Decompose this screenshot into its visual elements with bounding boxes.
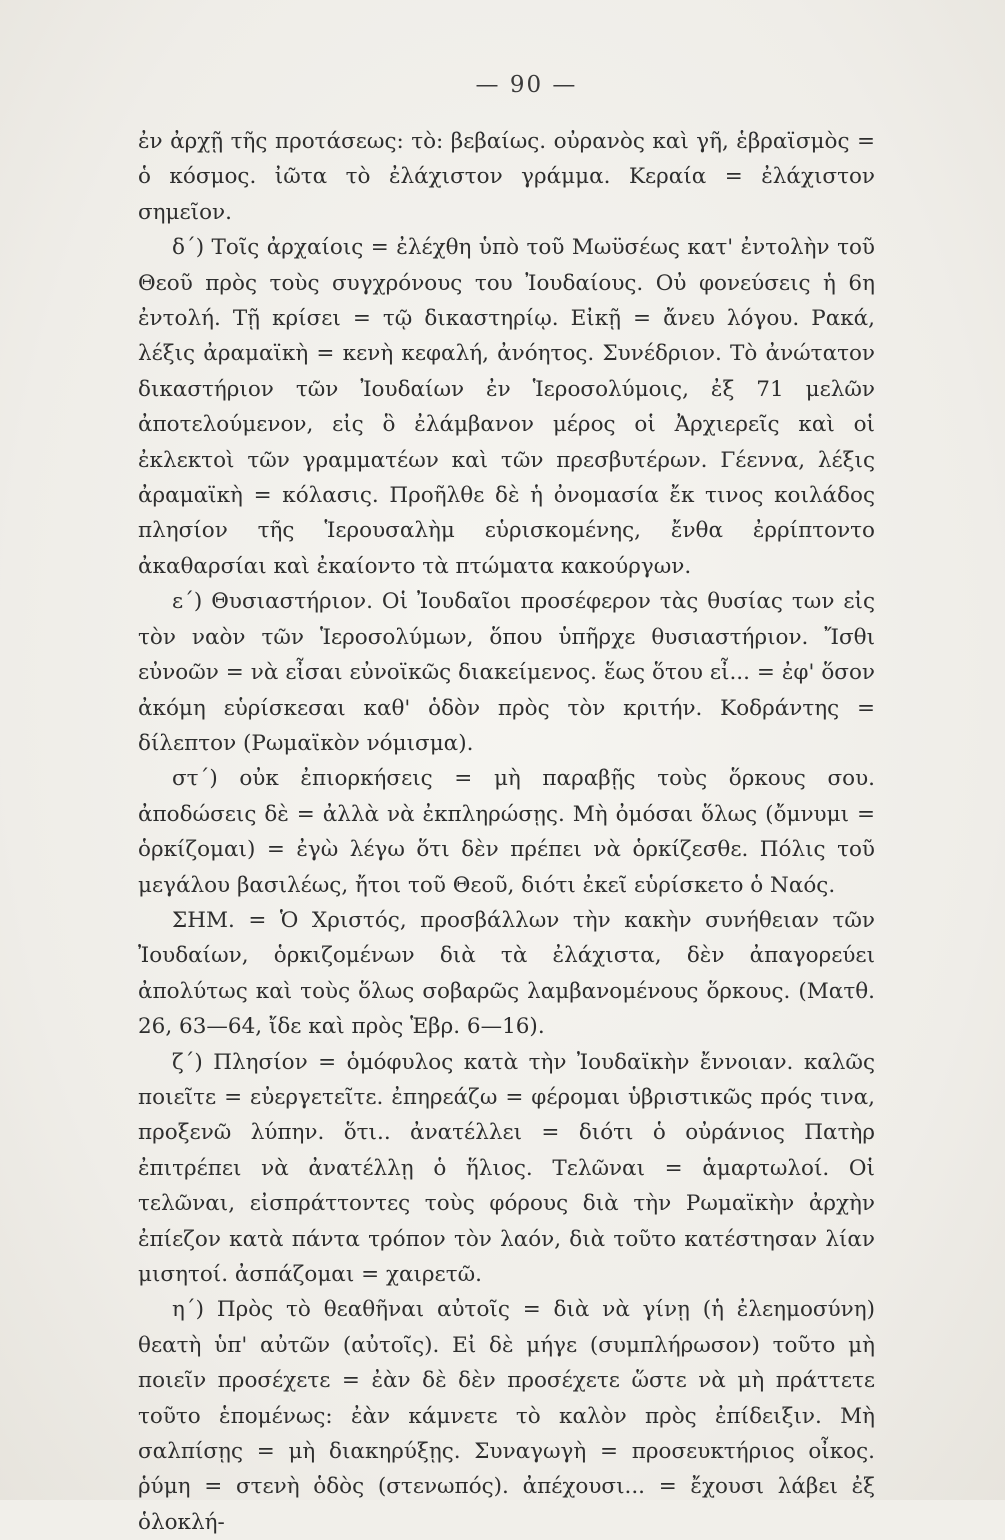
paragraph-section-h: η΄) Πρὸς τὸ θεαθῆναι αὐτοῖς = διὰ νὰ γίνῃ (ἡ ἐλεημοσύνη) θεατὴ ὑπ' αὐτῶν (αὐτοῖς). Εἰ δὲ μήγε (συμπλήρωσον) τοῦτο μὴ ποιεῖν προσέχετε = ἐὰν δὲ δὲν προσέχετε ὥστε νὰ μὴ πράττετε τοῦτο ἑπομένως: ἐὰν κάμνετε τὸ καλὸν πρὸς ἐπίδειξιν. Μὴ σαλπίσῃς = μὴ διακηρύξῃς. Συναγωγὴ = προσευκτήριος οἶκος. ῥύμη = στενὴ ὁδὸς (στενωπός). ἀπέχουσι... = ἔχουσι λάβει ἐξ ὁλοκλή- (138, 1297, 875, 1535)
page-number: — 90 — (475, 72, 578, 98)
page-text (138, 124, 875, 1540)
paragraph-note: ΣΗΜ. = Ὁ Χριστός, προσβάλλων τὴν κακὴν συνήθειαν τῶν Ἰουδαίων, ὁρκιζομένων διὰ τὰ ἐλάχιστα, δὲν ἀπαγορεύει ἀπολύτως καὶ τοὺς ὅλως σοβαρῶς λαμβανομένους ὅρκους. (Ματθ. 26, 63—64, ἴδε καὶ πρὸς Ἑβρ. 6—16). (138, 907, 875, 1040)
paragraph-section-d: δ΄) Τοῖς ἀρχαίοις = ἐλέχθη ὑπὸ τοῦ Μωϋσέως κατ' ἐντολὴν τοῦ Θεοῦ πρὸς τοὺς συγχρόνους του Ἰουδαίους. Οὐ φονεύσεις ἡ 6η ἐντολή. Τῇ κρίσει = τῷ δικαστηρίῳ. Εἰκῇ = ἄνευ λόγου. Ρακά, λέξις ἀραμαϊκὴ = κενὴ κεφαλή, ἀνόητος. Συνέδριον. Τὸ ἀνώτατον δικαστήριον τῶν Ἰουδαίων ἐν Ἱεροσολύμοις, ἐξ 71 μελῶν ἀποτελούμενον, εἰς ὃ ἐλάμβανον μέρος οἱ Ἀρχιερεῖς καὶ οἱ ἐκλεκτοὶ τῶν γραμματέων καὶ τῶν πρεσβυτέρων. Γέεννα, λέξις ἀραμαϊκὴ = κόλασις. Προῆλθε δὲ ἡ ὀνομασία ἔκ τινος κοιλάδος πλησίον τῆς Ἱερουσαλὴμ εὑρισκομένης, ἔνθα ἐρρίπτοντο ἀκαθαρσίαι καὶ ἐκαίοντο τὰ πτώματα κακούργων. (138, 235, 875, 579)
paragraph-section-z: ζ΄) Πλησίον = ὁμόφυλος κατὰ τὴν Ἰουδαϊκὴν ἔννοιαν. καλῶς ποιεῖτε = εὐεργετεῖτε. ἐπηρεάζω = φέρομαι ὑβριστικῶς πρός τινα, προξενῶ λύπην. ὅτι.. ἀνατέλλει = διότι ὁ οὐράνιος Πατὴρ ἐπιτρέπει νὰ ἀνατέλλῃ ὁ ἥλιος. Τελῶναι = ἁμαρτωλοί. Οἱ τελῶναι, εἰσπράττοντες τοὺς φόρους διὰ τὴν Ρωμαϊκὴν ἀρχὴν ἐπίεζον κατὰ πάντα τρόπον τὸν λαόν, διὰ τοῦτο κατέστησαν λίαν μισητοί. ἀσπάζομαι = χαιρετῶ. (138, 1049, 875, 1287)
paragraph-continuation: ἐν ἀρχῇ τῆς προτάσεως: τὸ: βεβαίως. οὐρανὸς καὶ γῆ, ἑβραϊσμὸς = ὁ κόσμος. ἰῶτα τὸ ἐλάχιστον γράμμα. Κεραία = ἐλάχιστον σημεῖον. (138, 129, 875, 225)
paragraph-section-st: στ΄) οὐκ ἐπιορκήσεις = μὴ παραβῇς τοὺς ὅρκους σου. ἀποδώσεις δὲ = ἀλλὰ νὰ ἐκπληρώσῃς. Μὴ ὀμόσαι ὅλως (ὄμνυμι = ὁρκίζομαι) = ἐγὼ λέγω ὅτι δὲν πρέπει νὰ ὁρκίζεσθε. Πόλις τοῦ μεγάλου βασιλέως, ἤτοι τοῦ Θεοῦ, διότι ἐκεῖ εὑρίσκετο ὁ Ναός. (138, 766, 875, 898)
paragraph-section-e: ε΄) Θυσιαστήριον. Οἱ Ἰουδαῖοι προσέφερον τὰς θυσίας των εἰς τὸν ναὸν τῶν Ἱεροσολύμων, ὅπου ὑπῆρχε θυσιαστήριον. Ἴσθι εὐνοῶν = νὰ εἶσαι εὐνοϊκῶς διακείμενος. ἕως ὅτου εἶ... = ἐφ' ὅσον ἀκόμη εὑρίσκεσαι καθ' ὁδὸν πρὸς τὸν κριτήν. Κοδράντης = δίλεπτον (Ρωμαϊκὸν νόμισμα). (138, 589, 875, 756)
